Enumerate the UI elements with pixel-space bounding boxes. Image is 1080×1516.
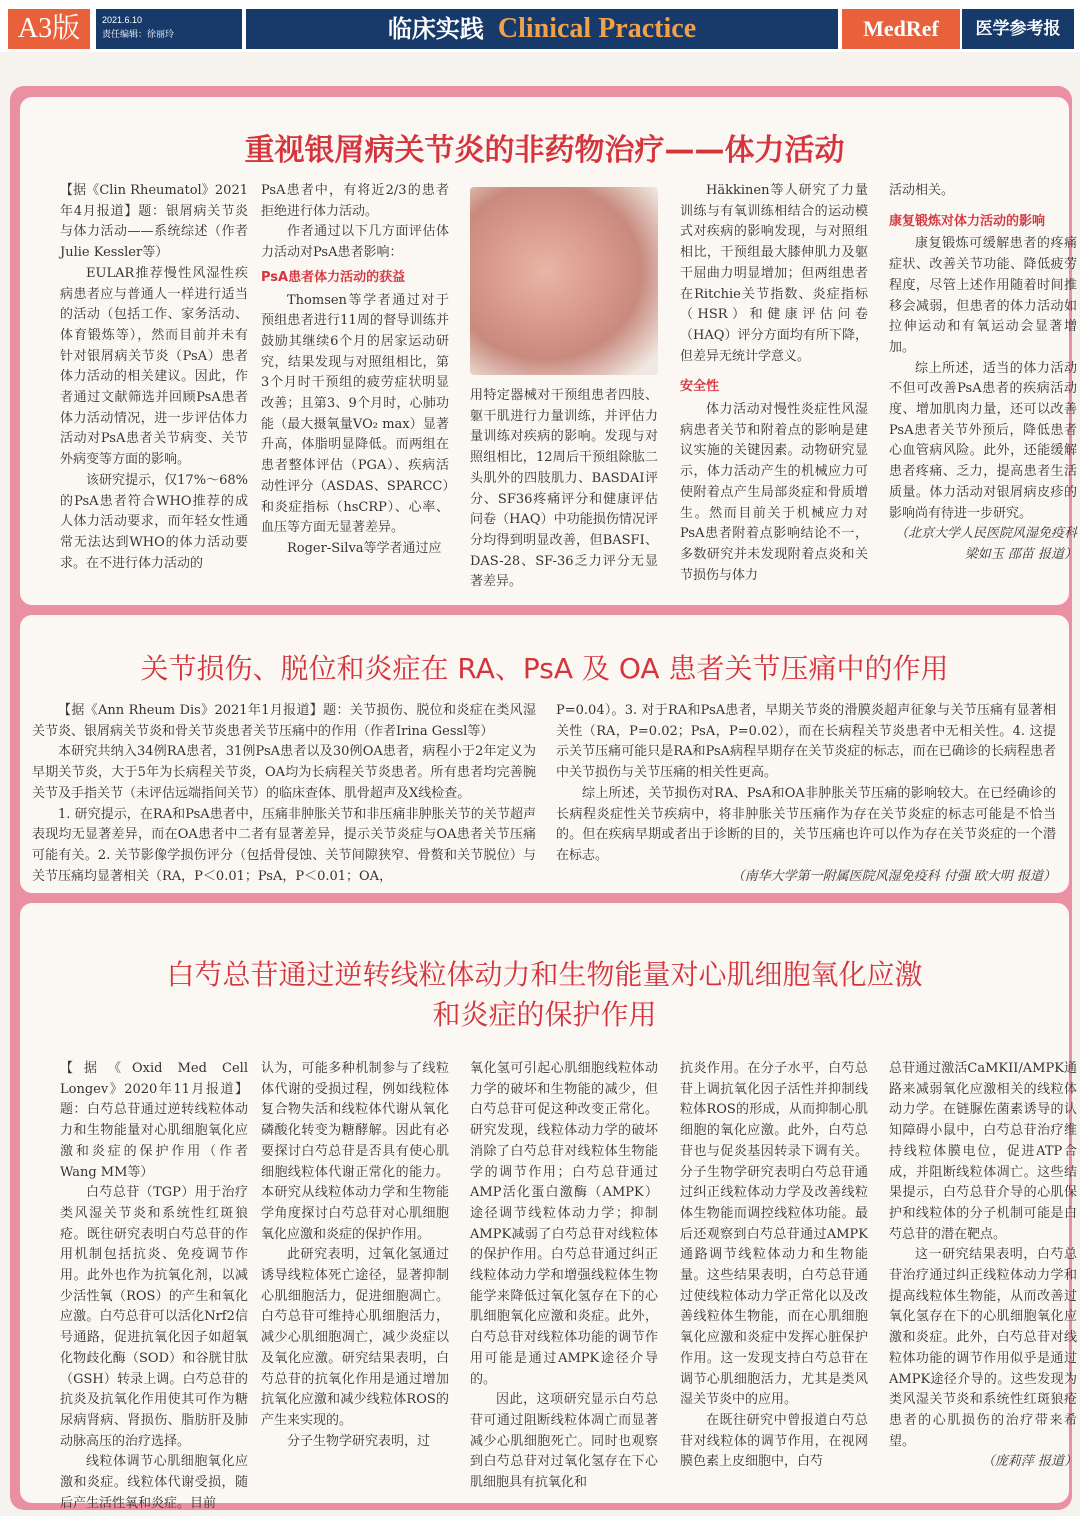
paragraph: EULAR推荐慢性风湿性疾病患者应与普通人一样进行适当的活动（包括工作、家务活动、体育锻炼等），然而目前并未有针对银屑病关节炎（PsA）患者体力活动的相关建议。因此，作者通过文献筛选并回顾PsA患者体力活动情况，进一步评估体力活动对PsA患者关节病变、关节外病变等方面的影响。 [60,265,248,468]
paragraph: 【据《Oxid Med Cell Longev》2020年11月报道】题：白芍总苷通过逆转线粒体动力和生物能量对心肌细胞氧化应激和炎症的保护作用（作者Wang MM等） [60,1061,248,1180]
paragraph: 在既往研究中曾报道白芍总苷对线粒体的调节作用，在视网膜色素上皮细胞中，白芍 [680,1412,868,1470]
article-3-col-4 [680,1059,868,1473]
article-2-right [556,701,1056,887]
article-1-title: 重视银屑病关节炎的非药物治疗——体力活动 [244,133,845,168]
paragraph: 因此，这项研究显示白芍总苷可通过阻断线粒体凋亡而显著减少心肌细胞死亡。同时也观察到白芍总苷对过氧化氢存在下心肌细胞具有抗氧化和 [470,1392,658,1491]
page-number: A3版 [8,9,90,49]
byline: （南华大学第一附属医院风湿免疫科 付强 欧大明 报道） [731,868,1056,884]
paragraph: 用特定器械对干预组患者四肢、躯干肌进行力量训练，并评估力量训练对疾病的影响。发现与对照组相比，12周后干预组除肱二头肌外的四肢肌力、BASDAI评分、SF36疼痛评分和健康评估问卷（HAQ）中功能损伤情况评分均得到明显改善，但BASFI、DAS-28、SF-36乏力评分无显著差异。 [470,388,658,590]
article-2 [20,615,1069,893]
article-1-col-2 [261,181,449,560]
paragraph: Roger-Silva等学者通过应 [287,540,442,556]
article-1-col-5 [889,181,1077,566]
paragraph: 线粒体调节心肌细胞氧化应激和炎症。线粒体代谢受损，随后产生活性氧和炎症。目前 [60,1454,248,1511]
paragraph: 【据《Clin Rheumatol》2021年4月报道】题：银屑病关节炎与体力活动——系统综述（作者Julie Kessler等） [60,183,248,261]
section-title-zh: 临床实践 [387,15,484,43]
paragraph: Thomsen等学者通过对于预组患者进行11周的督导训练并鼓励其继续6个月的居家运动研究，结果发现与对照组相比，第3个月时干预组的疲劳症状明显改善；且第3、9个月时，心肺功能（最大摄氧量VO₂ max）显著升高，体脂明显降低。而两组在患者整体评估（PGA）、疾病活动性评分（ASDAS、SPARCC）和炎症指标（hsCRP）、心率、血压等方面无显著差异。 [261,292,449,536]
article-3-col-2 [261,1059,449,1452]
page-header [0,0,1080,52]
date-block [96,9,242,49]
skin-rash-hands-photo [470,187,658,375]
section-title-en: Clinical Practice [497,13,697,44]
paragraph: 这一研究结果表明，白芍总苷治疗通过纠正线粒体动力学和提高线粒体生物能，从而改善过氧化氢存在下的心肌细胞氧化应激和炎症。此外，白芍总苷对线粒体功能的调节作用似乎是通过AMPK途径介导的。这些发现为类风湿关节炎和系统性红斑狼疮患者的心肌损伤的治疗带来希望。 [889,1247,1077,1449]
subheading: PsA患者体力活动的获益 [261,269,406,285]
section-title [246,9,838,49]
article-2-left [32,701,536,887]
paragraph: 氧化氢可引起心肌细胞线粒体动力学的破坏和生物能的减少，但白芍总苷可促这种改变正常化。研究发现，线粒体动力学的破坏消除了白芍总苷对线粒体生物能学的调节作用；白芍总苷通过AMP活化蛋白激酶（AMPK）途径调节线粒体动力学；抑制AMPK减弱了白芍总苷对线粒体的保护作用。白芍总苷通过纠正线粒体动力学和增强线粒体生物能学来降低过氧化氢存在下的心肌细胞氧化应激和炎症。此外，白芍总苷对线粒体功能的调节作用可能是通过AMPK途径介导的。 [470,1061,658,1387]
paragraph: 综上所述，适当的体力活动不但可改善PsA患者的疾病活动度、增加肌肉力量，还可以改善PsA患者关节外预后，降低患者心血管病风险。此外，还能缓解患者疼痛、乏力，提高患者生活质量。体力活动对银屑病皮疹的影响尚有待进一步研究。 [889,360,1077,521]
paragraph: 抗炎作用。在分子水平，白芍总苷上调抗氧化因子活性并抑制线粒体ROS的形成，从而抑制心肌细胞的氧化应激。此外，白芍总苷也与促炎基因转录下调有关。分子生物学研究表明白芍总苷通过纠正线粒体动力学及改善线粒体生物能而调控线粒体功能。最后还观察到白芍总苷通过AMPK通路调节线粒体动力和生物能量。这些结果表明，白芍总苷通过使线粒体动力学正常化以及改善线粒体生物能，而在心肌细胞氧化应激和炎症中发挥心脏保护作用。这一发现支持白芍总苷在调节心肌细胞活力，尤其是类风湿关节炎中的应用。 [680,1061,868,1408]
article-3-title [20,955,1069,1035]
article-1 [20,97,1077,605]
article-3-col-3 [470,1059,658,1494]
article-3-title-line-2: 和炎症的保护作用 [432,998,657,1031]
article-2-title: 关节损伤、脱位和炎症在 RA、PsA 及 OA 患者关节压痛中的作用 [140,652,949,685]
paragraph: 体力活动对慢性炎症性风湿病患者关节和附着点的影响是建议实施的关键因素。动物研究显示，体力活动产生的机械应力可使附着点产生局部炎症和骨质增生。然而目前关于机械应力对PsA患者附着点影响结论不一，多数研究并未发现附着点炎和关节损伤与体力 [680,402,868,583]
byline: （北京大学人民医院风湿免疫科 梁如玉 邵苗 报道） [894,526,1077,562]
subheading: 康复锻炼对体力活动的影响 [889,213,1046,229]
paragraph: 此研究表明，过氧化氢通过诱导线粒体死亡途径，显著抑制心肌细胞活力，促进细胞凋亡。白芍总苷可维持心肌细胞活力，减少心肌细胞凋亡，减少炎症以及氧化应激。研究结果表明，白芍总苷的抗氧化作用是通过增加抗氧化应激和减少线粒体ROS的产生来实现的。 [261,1247,449,1428]
article-3 [20,903,1077,1511]
paragraph: 该研究提示，仅17%～68%的PsA患者符合WHO推荐的成人体力活动要求，而年轻女性通常无法达到WHO的体力活动要求。在不进行体力活动的 [60,472,248,571]
paragraph: 1. 研究提示，在RA和PsA患者中，压痛非肿胀关节和非压痛非肿胀关节的关节超声表现均无显著差异，而在OA患者中二者有显著差异，提示关节炎症与OA患者关节压痛可能有关。2. 关节影像学损伤评分（包括骨侵蚀、关节间隙狭窄、骨赘和关节脱位）与关节压痛均显著相关（RA，P＜0.01；PsA，P＜0.01；OA， [32,806,536,884]
paragraph: 作者通过以下几方面评估体力活动对PsA患者影响： [261,224,449,261]
paragraph: 分子生物学研究表明，过 [287,1433,431,1449]
editor-credit: 责任编辑：徐丽玲 [102,29,175,39]
byline: （庞莉萍 报道） [981,1454,1077,1470]
subheading: 安全性 [680,379,720,395]
article-3-col-1 [60,1059,248,1514]
article-3-title-line-1: 白芍总苷通过逆转线粒体动力和生物能量对心肌细胞氧化应激 [166,958,923,991]
article-1-col-3 [470,386,658,593]
brand-name-zh: 医学参考报 [962,9,1074,49]
article-1-col-4 [680,181,868,586]
article-1-col-1 [60,181,248,574]
paragraph: 综上所述，关节损伤对RA、PsA和OA非肿胀关节压痛的影响较大。在已经确诊的长病程炎症性关节疾病中，将非肿胀关节压痛作为存在关节炎症的标志可能是不恰当的。但在疾病早期或者出于诊断的目的，关节压痛也许可以作为存在关节炎症的一个潜在标志。 [556,785,1056,863]
paragraph: 白芍总苷（TGP）用于治疗类风湿关节炎和系统性红斑狼疮。既往研究表明白芍总苷的作用机制包括抗炎、免疫调节作用。此外也作为抗氧化剂，以减少活性氧（ROS）的产生和氧化应激。白芍总苷可以活化Nrf2信号通路，促进抗氧化因子如超氧化物歧化酶（SOD）和谷胱甘肽（GSH）转录上调。白芍总苷的抗炎及抗氧化作用使其可作为糖尿病肾病、肾损伤、脂肪肝及肺动脉高压的治疗选择。 [60,1185,248,1449]
paragraph: 活动相关。 [889,183,955,198]
paragraph: P=0.04）。3. 对于RA和PsA患者，早期关节炎的滑膜炎超声征象与关节压痛有显著相关性（RA，P=0.02；PsA，P=0.02），而在长病程关节炎患者中无相关性。4. 这提示关节压痛可能只是RA和PsA病程早期存在关节炎症的标志，而在已确诊的长病程患者中关节损伤与关节压痛的相关性更高。 [556,703,1056,781]
paragraph: Häkkinen等人研究了力量训练与有氧训练相结合的运动模式对疾病的影响发现，与对照组相比，干预组最大膝伸肌力及躯干屈曲力明显增加；但两组患者在Ritchie关节指数、炎症指标（HSR）和健康评估问卷（HAQ）评分方面均有所下降，但差异无统计学意义。 [680,183,868,364]
paragraph: 认为，可能多种机制参与了线粒体代谢的受损过程，例如线粒体复合物失活和线粒体代谢从氧化磷酸化转变为糖酵解。因此有必要探讨白芍总苷是否具有使心肌细胞线粒体代谢正常化的能力。本研究从线粒体动力学和生物能学角度探讨白芍总苷对心肌细胞氧化应激和炎症的保护作用。 [261,1061,449,1242]
paragraph: 康复锻炼可缓解患者的疼痛症状、改善关节功能、降低疲劳程度，尽管上述作用随着时间推移会减弱，但患者的体力活动如拉伸运动和有氧运动会显著增加。 [889,236,1077,355]
issue-date: 2021.6.10 [102,15,143,25]
paragraph: 【据《Ann Rheum Dis》2021年1月报道】题：关节损伤、脱位和炎症在类风湿关节炎、银屑病关节炎和骨关节炎患者关节压痛中的作用（作者Irina Gessl等） [32,703,536,739]
paragraph: 总苷通过激活CaMKII/AMPK通路来减弱氧化应激相关的线粒体动力学。在链脲佐菌素诱导的认知障碍小鼠中，白芍总苷治疗维持线粒体膜电位，促进ATP合成，并阻断线粒体凋亡。这些结果提示，白芍总苷介导的心肌保护和线粒体的分子机制可能是白芍总苷的潜在靶点。 [889,1061,1077,1242]
brand-logo: MedRef [842,9,960,49]
paragraph: PsA患者中，有将近2/3的患者拒绝进行体力活动。 [261,183,449,219]
article-3-col-5 [889,1059,1077,1473]
paragraph: 本研究共纳入34例RA患者，31例PsA患者以及30例OA患者，病程小于2年定义为早期关节炎，大于5年为长病程关节炎，OA均为长病程关节炎患者。所有患者均完善腕关节及手指关节（未评估远端指间关节）的临床查体、肌骨超声及X线检查。 [32,744,536,801]
